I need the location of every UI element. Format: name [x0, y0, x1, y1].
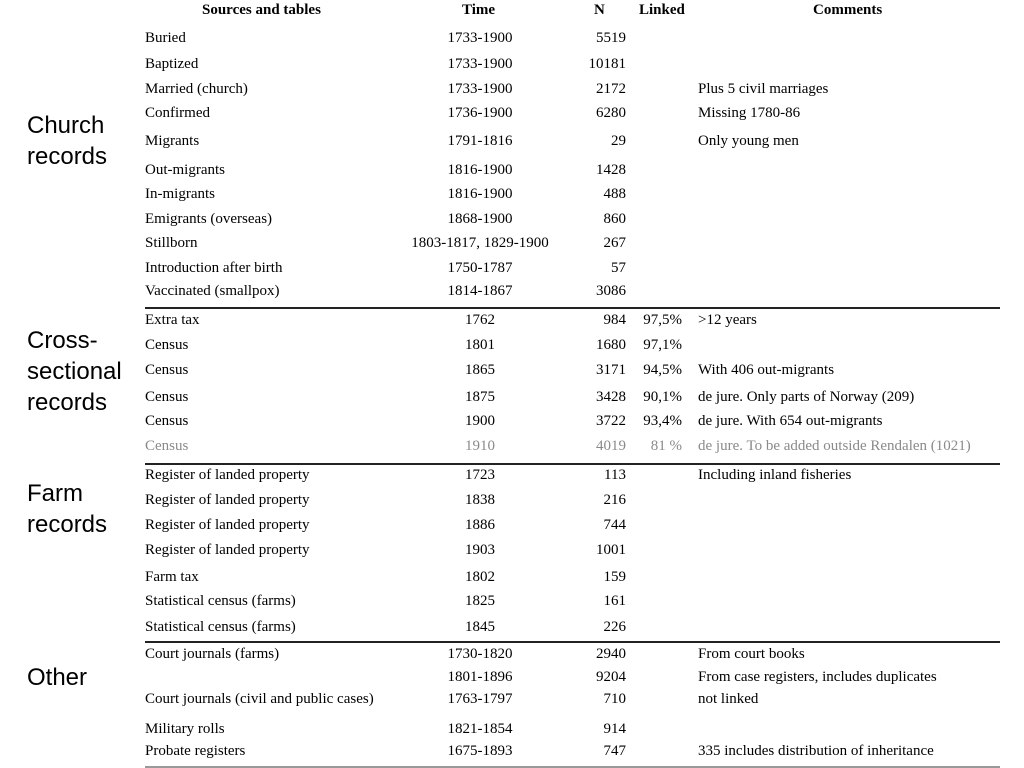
time-cell: 1733-1900	[447, 81, 513, 97]
time-cell: 1802	[465, 569, 495, 585]
time-cell: 1816-1900	[447, 162, 513, 178]
time-cell: 1750-1787	[447, 260, 513, 276]
source-cell: Court journals (farms)	[145, 646, 280, 662]
comment-cell: Including inland fisheries	[698, 467, 852, 483]
source-cell: Out-migrants	[145, 162, 225, 178]
source-cell: Register of landed property	[145, 542, 310, 558]
n-cell: 3722	[596, 413, 626, 429]
time-cell: 1814-1867	[447, 283, 513, 299]
time-cell: 1838	[465, 492, 495, 508]
n-cell: 860	[603, 211, 626, 227]
n-cell: 267	[603, 235, 626, 251]
n-cell: 9204	[596, 669, 626, 685]
linked-cell: 97,1%	[643, 337, 682, 353]
comment-cell: Only young men	[698, 133, 799, 149]
header-time: Time	[462, 2, 496, 18]
n-cell: 29	[611, 133, 626, 149]
linked-cell: 90,1%	[643, 389, 682, 405]
comment-cell: de jure. Only parts of Norway (209)	[698, 389, 915, 405]
time-cell: 1865	[465, 362, 495, 378]
source-cell: Buried	[145, 30, 186, 46]
time-cell: 1821-1854	[447, 721, 513, 737]
time-cell: 1816-1900	[447, 186, 513, 202]
source-cell: Census	[145, 389, 189, 405]
linked-cell: 81 %	[650, 438, 682, 454]
n-cell: 3171	[596, 362, 626, 378]
table-divider	[145, 307, 1000, 309]
source-cell: Census	[145, 337, 189, 353]
group-label: Farm records	[27, 480, 108, 538]
time-cell: 1801-1896	[447, 669, 513, 685]
n-cell: 10181	[588, 56, 626, 72]
n-cell: 113	[604, 467, 626, 483]
n-cell: 1001	[596, 542, 626, 558]
time-cell: 1900	[465, 413, 495, 429]
source-cell: Statistical census (farms)	[145, 593, 296, 609]
source-cell: Migrants	[145, 133, 200, 149]
source-cell: Stillborn	[145, 235, 198, 251]
source-cell: Extra tax	[145, 312, 200, 328]
n-cell: 747	[603, 743, 626, 759]
table-divider	[145, 641, 1000, 643]
comment-cell: 335 includes distribution of inheritance	[698, 743, 934, 759]
source-cell: Military rolls	[145, 721, 225, 737]
time-cell: 1886	[465, 517, 495, 533]
source-cell: Statistical census (farms)	[145, 619, 296, 635]
group-label: Church records	[27, 112, 108, 170]
time-cell: 1733-1900	[447, 56, 513, 72]
n-cell: 3086	[596, 283, 626, 299]
source-cell: Farm tax	[145, 569, 199, 585]
source-cell: Register of landed property	[145, 492, 310, 508]
source-cell: Emigrants (overseas)	[145, 211, 273, 227]
n-cell: 4019	[596, 438, 626, 454]
group-label: Other	[27, 664, 88, 691]
table-divider	[145, 463, 1000, 465]
header-linked: Linked	[639, 2, 685, 18]
n-cell: 914	[603, 721, 626, 737]
n-cell: 984	[603, 312, 626, 328]
time-cell: 1868-1900	[447, 211, 513, 227]
n-cell: 161	[603, 593, 626, 609]
source-cell: Vaccinated (smallpox)	[145, 283, 280, 299]
group-label: Cross-sectional records	[27, 327, 122, 416]
time-cell: 1762	[465, 312, 495, 328]
n-cell: 5519	[596, 30, 626, 46]
n-cell: 57	[611, 260, 626, 276]
header-n: N	[594, 2, 605, 18]
source-cell: Register of landed property	[145, 467, 310, 483]
source-cell: Census	[145, 413, 189, 429]
time-cell: 1730-1820	[447, 646, 513, 662]
comment-cell: not linked	[698, 691, 759, 707]
time-cell: 1736-1900	[447, 105, 513, 121]
time-cell: 1875	[465, 389, 495, 405]
n-cell: 2172	[596, 81, 626, 97]
source-cell: Baptized	[145, 56, 199, 72]
n-cell: 226	[603, 619, 626, 635]
source-cell: In-migrants	[145, 186, 215, 202]
time-cell: 1801	[465, 337, 495, 353]
time-cell: 1733-1900	[447, 30, 513, 46]
comment-cell: >12 years	[698, 312, 757, 328]
comment-cell: From case registers, includes duplicates	[698, 669, 937, 685]
n-cell: 159	[603, 569, 626, 585]
source-cell: Court journals (civil and public cases)	[145, 691, 374, 707]
source-cell: Confirmed	[145, 105, 210, 121]
source-cell: Census	[145, 438, 189, 454]
n-cell: 6280	[596, 105, 626, 121]
time-cell: 1845	[465, 619, 495, 635]
n-cell: 744	[603, 517, 626, 533]
time-cell: 1723	[465, 467, 495, 483]
time-cell: 1675-1893	[447, 743, 513, 759]
comment-cell: de jure. With 654 out-migrants	[698, 413, 883, 429]
comment-cell: With 406 out-migrants	[698, 362, 835, 378]
linked-cell: 94,5%	[643, 362, 682, 378]
time-cell: 1910	[465, 438, 495, 454]
n-cell: 1428	[596, 162, 626, 178]
source-cell: Introduction after birth	[145, 260, 283, 276]
source-cell: Register of landed property	[145, 517, 310, 533]
linked-cell: 97,5%	[643, 312, 682, 328]
time-cell: 1903	[465, 542, 495, 558]
linked-cell: 93,4%	[643, 413, 682, 429]
n-cell: 710	[603, 691, 626, 707]
comment-cell: From court books	[698, 646, 805, 662]
source-cell: Probate registers	[145, 743, 246, 759]
time-cell: 1803-1817, 1829-1900	[411, 235, 549, 251]
header-sources: Sources and tables	[202, 2, 321, 18]
n-cell: 488	[603, 186, 626, 202]
source-cell: Census	[145, 362, 189, 378]
header-comments: Comments	[813, 2, 883, 18]
n-cell: 3428	[596, 389, 626, 405]
comment-cell: Plus 5 civil marriages	[698, 81, 829, 97]
n-cell: 1680	[596, 337, 626, 353]
time-cell: 1825	[465, 593, 495, 609]
source-cell: Married (church)	[145, 81, 248, 97]
time-cell: 1763-1797	[447, 691, 513, 707]
n-cell: 216	[603, 492, 626, 508]
comment-cell: Missing 1780-86	[698, 105, 801, 121]
n-cell: 2940	[596, 646, 626, 662]
time-cell: 1791-1816	[447, 133, 513, 149]
comment-cell: de jure. To be added outside Rendalen (1021)	[698, 438, 971, 454]
